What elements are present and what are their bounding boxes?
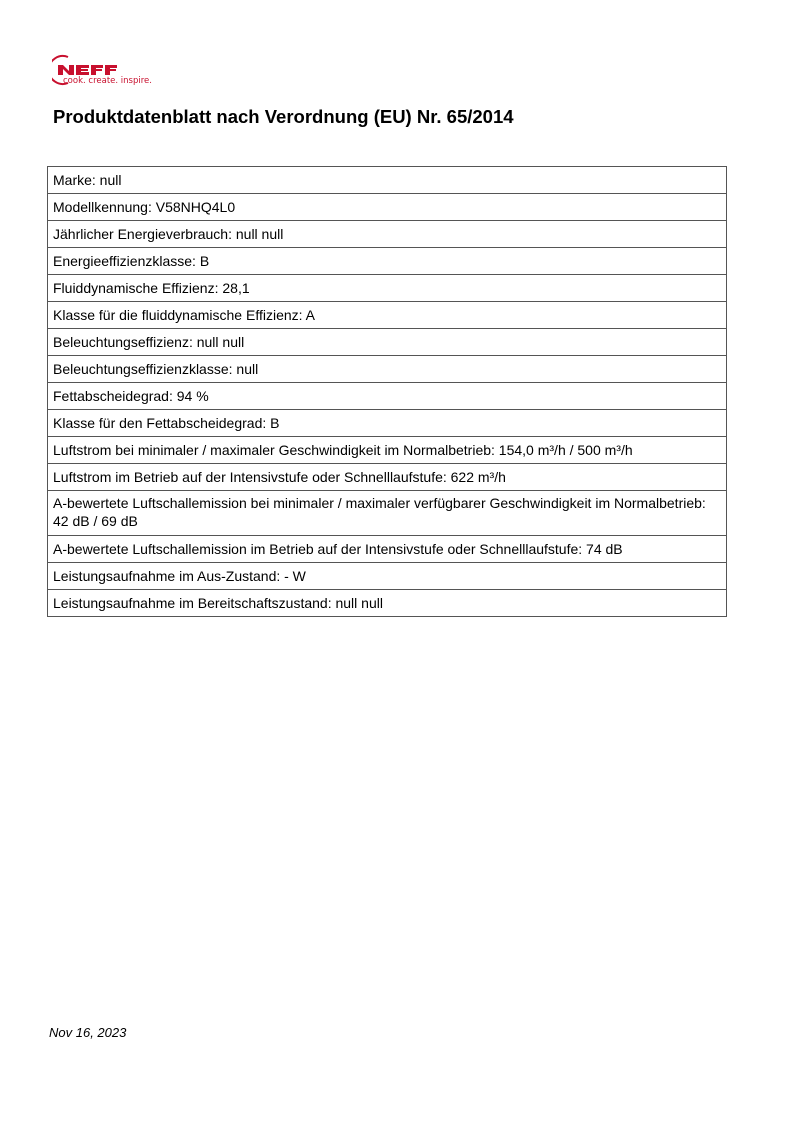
table-row: Modellkennung: V58NHQ4L0 — [48, 194, 726, 221]
neff-logo-mark — [52, 52, 172, 86]
table-row: A-bewertete Luftschallemission im Betrieb auf der Intensivstufe oder Schnelllaufstufe: 74 dB — [48, 536, 726, 563]
table-row: A-bewertete Luftschallemission bei minimaler / maximaler verfügbarer Geschwindigkeit im Normalbetrieb: 42 dB / 69 dB — [48, 491, 726, 536]
table-row: Leistungsaufnahme im Bereitschaftszustand: null null — [48, 590, 726, 617]
product-data-table — [47, 166, 727, 617]
table-row: Luftstrom bei minimaler / maximaler Geschwindigkeit im Normalbetrieb: 154,0 m³/h / 500 m³/h — [48, 437, 726, 464]
table-row: Klasse für die fluiddynamische Effizienz: A — [48, 302, 726, 329]
page-title: Produktdatenblatt nach Verordnung (EU) Nr. 65/2014 — [53, 106, 514, 127]
table-row: Fluiddynamische Effizienz: 28,1 — [48, 275, 726, 302]
tagline: cook. create. inspire. — [63, 76, 152, 86]
table-row: Luftstrom im Betrieb auf der Intensivstufe oder Schnelllaufstufe: 622 m³/h — [48, 464, 726, 491]
neff-logo — [52, 52, 172, 86]
table-row: Marke: null — [48, 167, 726, 194]
table-row: Leistungsaufnahme im Aus-Zustand: - W — [48, 563, 726, 590]
table-row: Beleuchtungseffizienz: null null — [48, 329, 726, 356]
table-row: Klasse für den Fettabscheidegrad: B — [48, 410, 726, 437]
table-row: Fettabscheidegrad: 94 % — [48, 383, 726, 410]
table-row: Jährlicher Energieverbrauch: null null — [48, 221, 726, 248]
table-row: Beleuchtungseffizienzklasse: null — [48, 356, 726, 383]
table-row: Energieeffizienzklasse: B — [48, 248, 726, 275]
document-date: Nov 16, 2023 — [49, 1025, 127, 1040]
